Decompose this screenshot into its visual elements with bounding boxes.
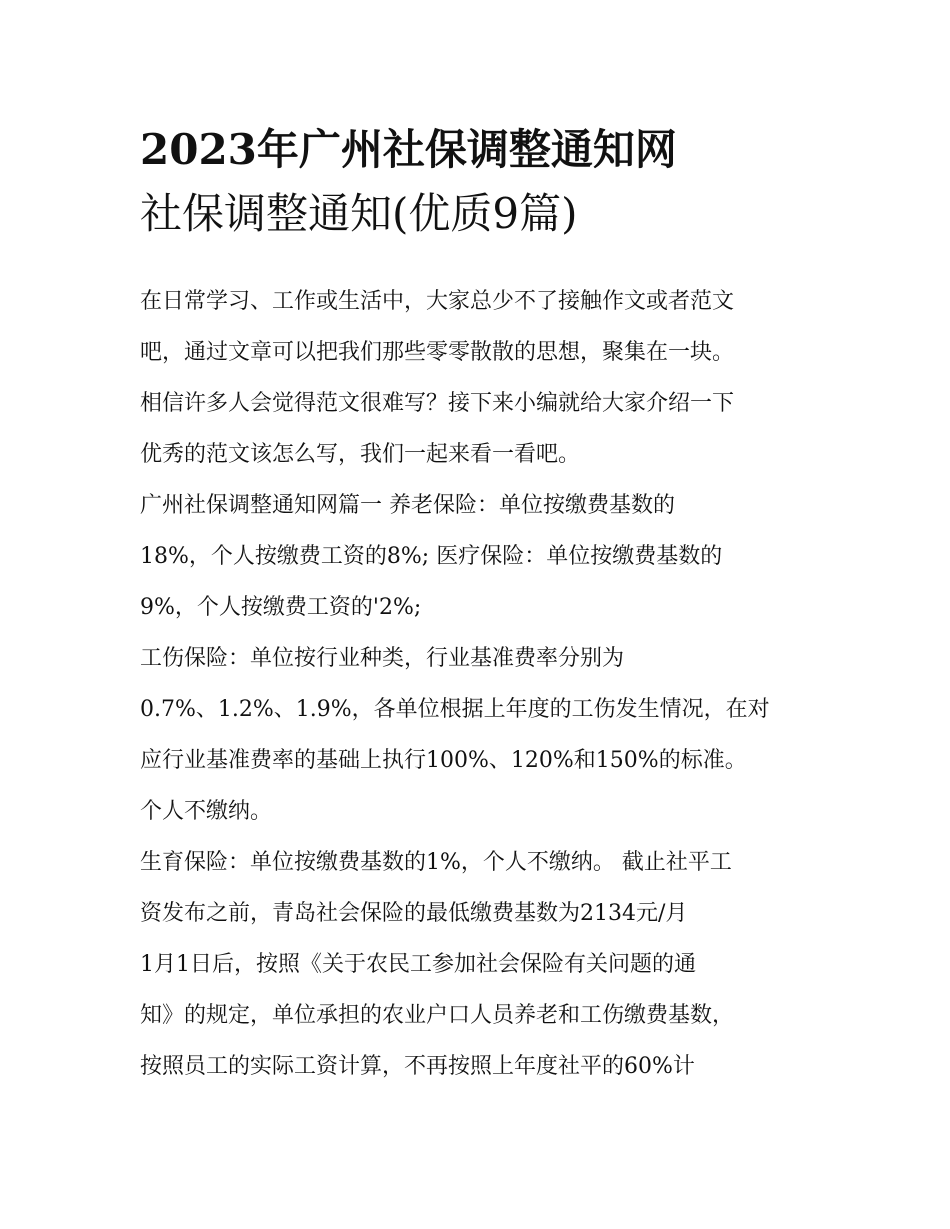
body-line: 0.7%、1.2%、1.9%，各单位根据上年度的工伤发生情况，在对 — [140, 697, 770, 722]
body-line: 知》的规定，单位承担的农业户口人员养老和工伤缴费基数， — [140, 1003, 735, 1028]
body-line: 广州社保调整通知网篇一 养老保险：单位按缴费基数的 — [140, 493, 675, 518]
title-line-1: 2023年广州社保调整通知网 — [140, 125, 677, 174]
document-title — [140, 118, 840, 246]
title-line-2: 社保调整通知(优质9篇) — [140, 189, 578, 238]
body-line: 生育保险：单位按缴费基数的1%，个人不缴纳。 截止社平工 — [140, 850, 732, 875]
body-line: 18%，个人按缴费工资的8%; 医疗保险：单位按缴费基数的 — [140, 544, 723, 569]
document-body — [140, 276, 830, 1092]
body-line: 按照员工的实际工资计算，不再按照上年度社平的60%计 — [140, 1054, 695, 1079]
body-line: 9%，个人按缴费工资的'2%; — [140, 595, 422, 620]
body-line: 工伤保险：单位按行业种类，行业基准费率分别为 — [140, 646, 625, 671]
body-line: 吧，通过文章可以把我们那些零零散散的思想，聚集在一块。 — [140, 340, 735, 365]
body-line: 优秀的范文该怎么写，我们一起来看一看吧。 — [140, 442, 581, 467]
body-line: 1月1日后，按照《关于农民工参加社会保险有关问题的通 — [140, 952, 696, 977]
body-line: 资发布之前，青岛社会保险的最低缴费基数为2134元/月 — [140, 901, 688, 926]
body-line: 在日常学习、工作或生活中，大家总少不了接触作文或者范文 — [140, 289, 735, 314]
body-line: 个人不缴纳。 — [140, 799, 273, 824]
body-line: 相信许多人会觉得范文很难写？接下来小编就给大家介绍一下 — [140, 391, 735, 416]
body-line: 应行业基准费率的基础上执行100%、120%和150%的标准。 — [140, 748, 747, 773]
